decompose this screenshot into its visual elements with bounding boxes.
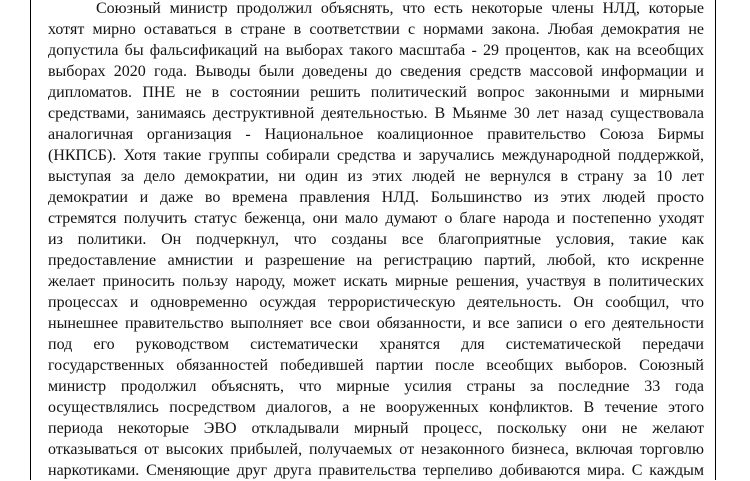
paragraph-line: из политики. Он подчеркнул, что созданы все благоприятные условия, такие как	[48, 231, 704, 248]
body-paragraph	[48, 0, 704, 481]
paragraph-line: стремятся получить статус беженца, они мало думают о благе народа и постепенно уходят	[48, 210, 704, 227]
paragraph-line: под его руководством систематически хранятся для систематической передачи	[48, 336, 704, 353]
paragraph-line: аналогичная организация - Национальное коалиционное правительство Союза Бирмы	[48, 126, 704, 143]
paragraph-line: допустила бы фальсификаций на выборах такого масштаба - 29 процентов, как на всеобщих	[48, 42, 704, 59]
paragraph-line: хотят мирно оставаться в стране в соответствии с нормами закона. Любая демократия не	[48, 21, 704, 38]
paragraph-line: желает приносить пользу народу, может искать мирные решения, участвуя в политических	[48, 273, 704, 290]
paragraph-line: наркотиками. Сменяющие друг друга правительства терпеливо добиваются мира. С каждым	[48, 462, 704, 479]
paragraph-line: осуществлялись посредством диалогов, а не вооруженных конфликтов. В течение этого	[48, 399, 704, 416]
paragraph-line: периода некоторые ЭВО откладывали мирный процесс, поскольку они не желают	[48, 420, 704, 437]
paragraph-line: средствами, занимаясь деструктивной деятельностью. В Мьянме 30 лет назад существовала	[48, 105, 704, 122]
paragraph-line: выступая за дело демократии, ни один из этих людей не вернулся в страну за 10 лет	[48, 168, 704, 185]
paragraph-line: процессах и одновременно осуждая террористическую деятельность. Он сообщил, что	[48, 294, 704, 311]
paragraph-line: дипломатов. ПНЕ не в состоянии решить политический вопрос законными и мирными	[48, 84, 704, 101]
paragraph-line: государственных обязанностей победившей партии после всеобщих выборов. Союзный	[48, 357, 704, 374]
paragraph-line: министр продолжил объяснять, что мирные усилия страны за последние 33 года	[48, 378, 704, 395]
paragraph-line: предоставление амнистии и разрешение на регистрацию партий, любой, кто искренне	[48, 252, 704, 269]
paragraph-line: Союзный министр продолжил объяснять, что есть некоторые члены НЛД, которые	[96, 0, 704, 17]
paragraph-line: демократии и даже во времена правления НЛД. Большинство из этих людей просто	[48, 189, 704, 206]
paragraph-line: нынешнее правительство выполняет все свои обязанности, и все записи о его деятельности	[48, 315, 704, 332]
paragraph-line: выборах 2020 года. Выводы были доведены до сведения средств массовой информации и	[48, 63, 704, 80]
paragraph-line: (НКПСБ). Хотя такие группы собирали средства и заручались международной поддержкой,	[48, 147, 704, 164]
paragraph-line: отказываться от высоких прибылей, получаемых от незаконного бизнеса, включая торговлю	[48, 441, 704, 458]
